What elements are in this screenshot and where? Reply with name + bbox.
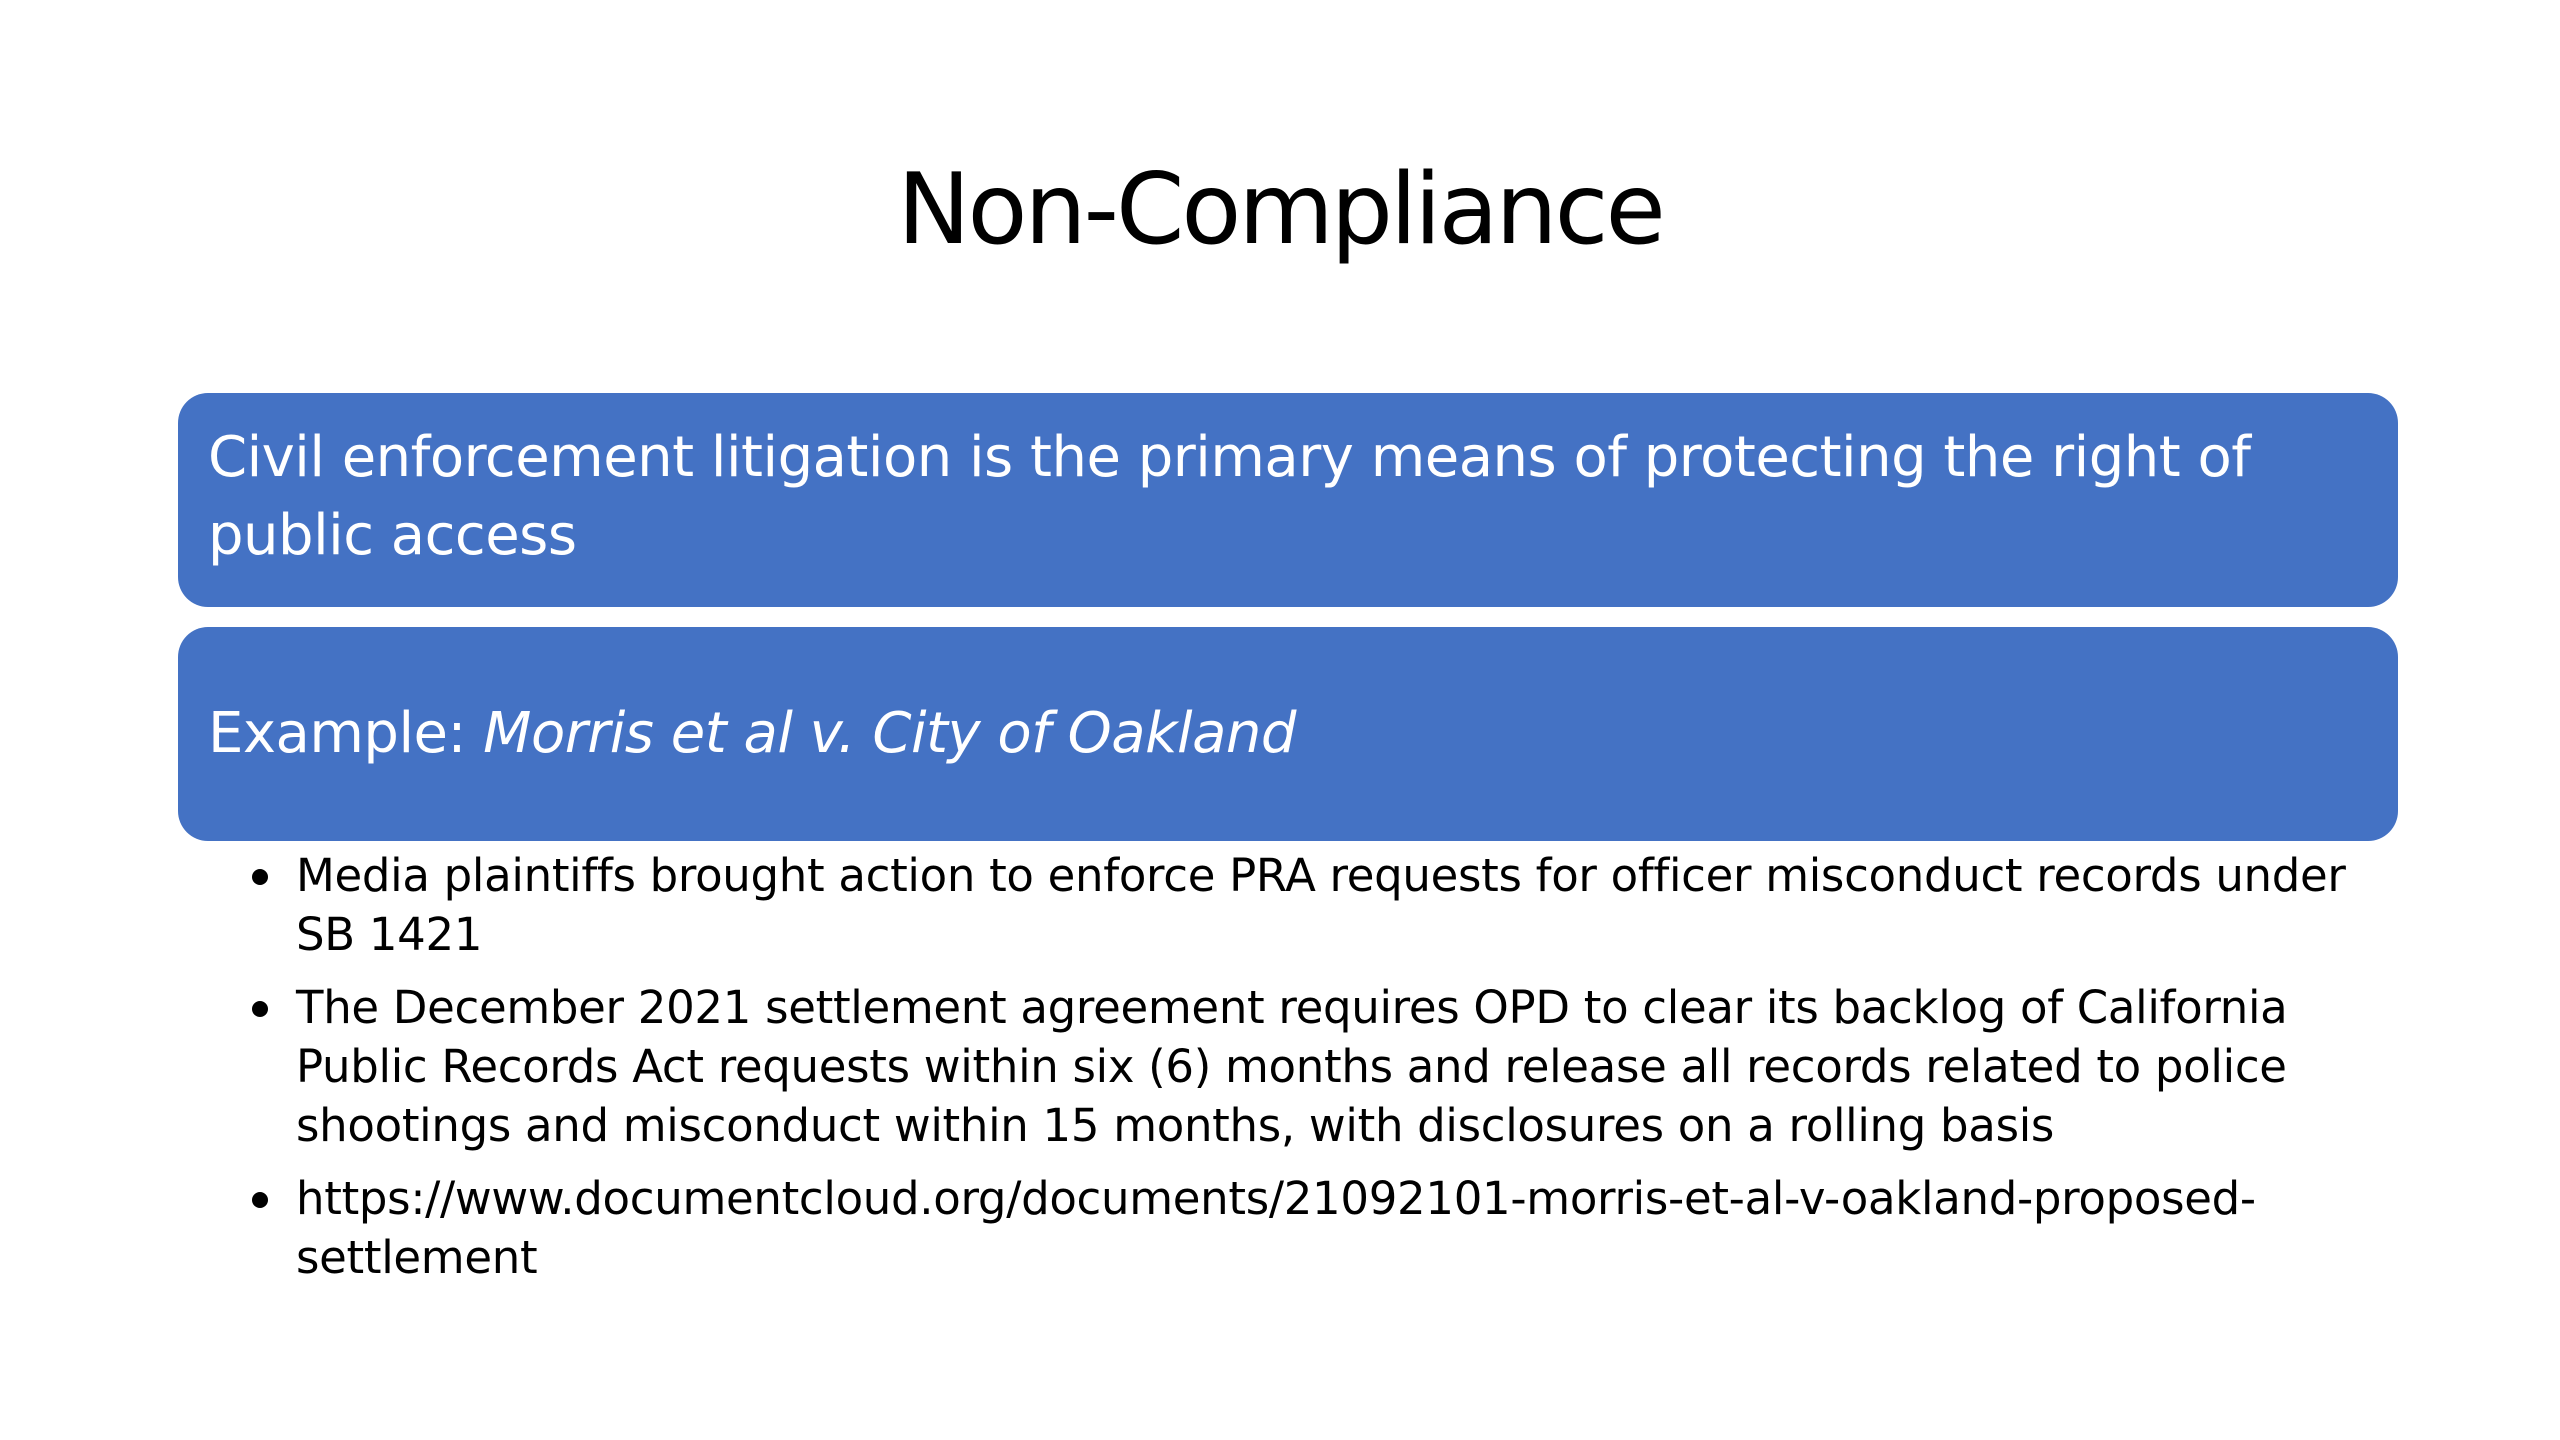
slide-title: Non-Compliance <box>897 153 1663 267</box>
example-prefix: Example: <box>208 701 484 766</box>
bullet-text: Media plaintiffs brought action to enforce PRA requests for officer misconduct records under SB 1421 <box>296 849 2346 961</box>
bullet-item-media-plaintiffs <box>248 846 2368 964</box>
example-case-name: Morris et al v. City of Oakland <box>483 701 1296 766</box>
bullet-dot-icon <box>252 1001 268 1017</box>
bullet-text: The December 2021 settlement agreement requires OPD to clear its backlog of California Public Records Act requests within six (6) months and release all records related to police shootings and misconduct within 15 months, with disclosures on a rolling basis <box>296 981 2288 1152</box>
bullet-list <box>248 846 2368 1301</box>
bullet-item-settlement <box>248 978 2368 1155</box>
example-line <box>208 695 1296 773</box>
bullet-dot-icon <box>252 869 268 885</box>
bullet-item-url <box>248 1169 2368 1287</box>
example-box <box>178 627 2398 841</box>
settlement-url-text: https://www.documentcloud.org/documents/21092101-morris-et-al-v-oakland-proposed-settlement <box>296 1172 2256 1284</box>
primary-means-text: Civil enforcement litigation is the primary means of protecting the right of public access <box>208 425 2251 568</box>
bullet-dot-icon <box>252 1192 268 1208</box>
primary-means-box <box>178 393 2398 607</box>
